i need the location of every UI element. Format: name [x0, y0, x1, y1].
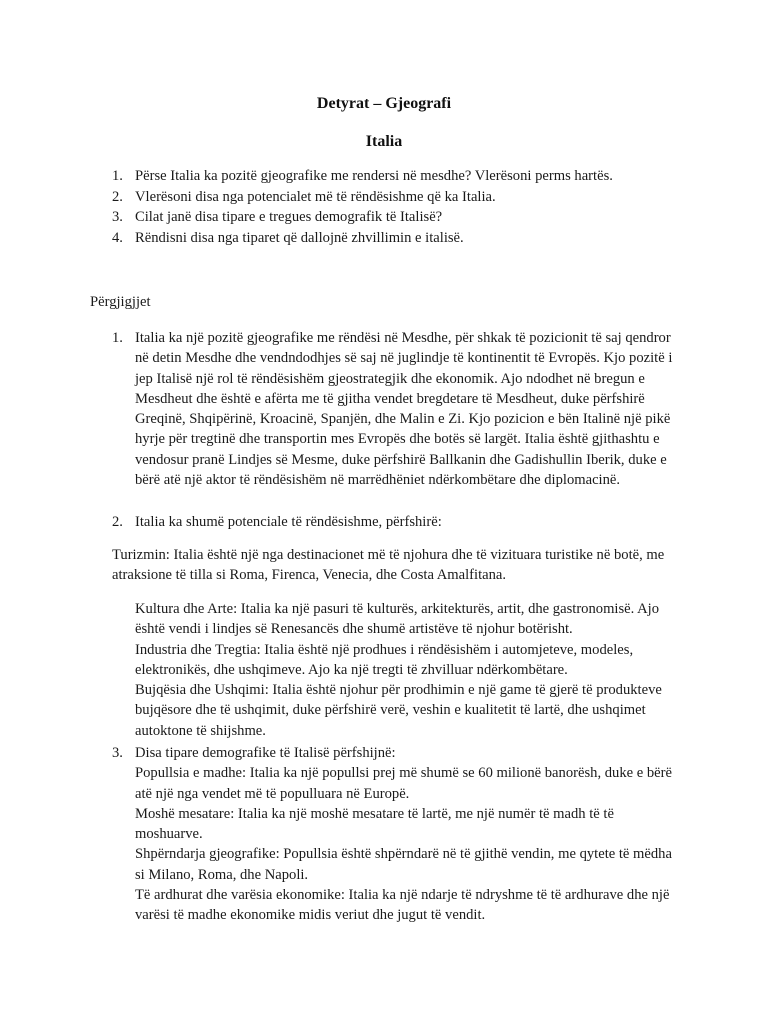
answer-number: 2.: [112, 514, 123, 530]
potential-item: Bujqësia dhe Ushqimi: Italia është njohur për prodhimin e një game të gjerë të produkteve bujqësore dhe të ushqimit, duke përfshirë verë, veshin e kualitetit të lartë, dhe ushqimet autoktone të shijshme.: [135, 682, 662, 739]
demographic-item: Popullsia e madhe: Italia ka një popullsi prej më shumë se 60 milionë banorësh, duke e bërë atë një nga vendet më të populluara në Europë.: [135, 765, 672, 802]
document-title: Detyrat – Gjeografi: [316, 95, 452, 112]
answer-1: [112, 328, 682, 490]
document-subtitle: Italia: [365, 133, 403, 150]
question-number: 2.: [112, 188, 123, 205]
question-item: [112, 228, 712, 249]
answer-2: [112, 512, 682, 532]
answer-number: 1.: [112, 330, 123, 346]
question-text: Vlerësoni disa nga potencialet më të rëndësishme që ka Italia.: [135, 188, 496, 205]
potentials-list: [135, 599, 680, 741]
demographic-item: Të ardhurat dhe varësia ekonomike: Italia ka një ndarje të ndryshme të të ardhurave dhe një varësi të madhe ekonomike midis veriut dhe jugut të vendit.: [135, 887, 670, 924]
question-number: 1.: [112, 168, 123, 184]
question-text: Cilat janë disa tipare e tregues demografik të Italisë?: [135, 209, 443, 225]
demographic-item: Shpërndarja gjeografike: Popullsia është shpërndarë në të gjithë vendin, me qytete të mëdha si Milano, Roma, dhe Napoli.: [135, 846, 672, 883]
question-item: [112, 166, 712, 187]
question-item: [112, 187, 712, 208]
question-text: Përse Italia ka pozitë gjeografike me rendersi në mesdhe? Vlerësoni perms hartës.: [135, 168, 613, 184]
question-item: [112, 207, 712, 228]
potential-item: Kultura dhe Arte: Italia ka një pasuri të kulturës, arkitekturës, artit, dhe gastronomisë. Ajo është vendi i lindjes së Renesancës dhe shumë artistëve të njohur botërisht.: [135, 601, 660, 638]
answer-intro: Disa tipare demografike të Italisë përfshijnë:: [135, 745, 396, 761]
answer-text: Italia ka shumë potenciale të rëndësishme, përfshirë:: [135, 514, 442, 530]
answers-heading: Përgjigjjet: [90, 294, 151, 310]
answer-body: [135, 743, 682, 926]
question-number: 3.: [112, 209, 123, 225]
potential-item: Industria dhe Tregtia: Italia është një prodhues i rëndësishëm i automjeteve, modeles, elektronikës, dhe ushqimeve. Ajo ka një tregti të zhvilluar ndërkombëtare.: [135, 641, 634, 678]
tourism-paragraph: Turizmin: Italia është një nga destinacionet më të njohura dhe të vizituara turistike në botë, me atraksione të tilla si Roma, Firenca, Venecia, dhe Costa Amalfitana.: [112, 547, 665, 584]
question-number: 4.: [112, 229, 123, 246]
question-text: Rëndisni disa nga tiparet që dallojnë zhvillimin e italisë.: [135, 229, 464, 246]
questions-list: [112, 166, 712, 248]
answer-3: [112, 743, 682, 926]
demographic-item: Moshë mesatare: Italia ka një moshë mesatare të lartë, me një numër të madh të të moshuarve.: [135, 805, 614, 843]
answer-text: Italia ka një pozitë gjeografike me rëndësi në Mesdhe, për shkak të pozicionit të saj qendror në detin Mesdhe dhe vendndodhjes së saj në juglindje të kontinentit të Evropës. Kjo pozitë i jep Italisë një rol të rëndësishëm gjeostrategjik dhe ekonomik. Ajo ndodhet në bregun e Mesdheut dhe është e afërta me të gjitha vendet bregdetare të Mesdheut, duke përfshirë Greqinë, Shqipërinë, Kroacinë, Spanjën, dhe Malin e Zi. Kjo pozicion e bën Italinë një pikë hyrje për tregtinë dhe transportin mes Evropës dhe botës së largët. Italia është gjithashtu e vendosur pranë Lindjes së Mesme, duke përfshirë Ballkanin dhe Gadishullin Iberik, duke e bërë atë një aktor të rëndësishëm në marrëdhëniet ndërkombëtare dhe diplomacinë.: [135, 330, 673, 489]
answer-number: 3.: [112, 745, 123, 761]
